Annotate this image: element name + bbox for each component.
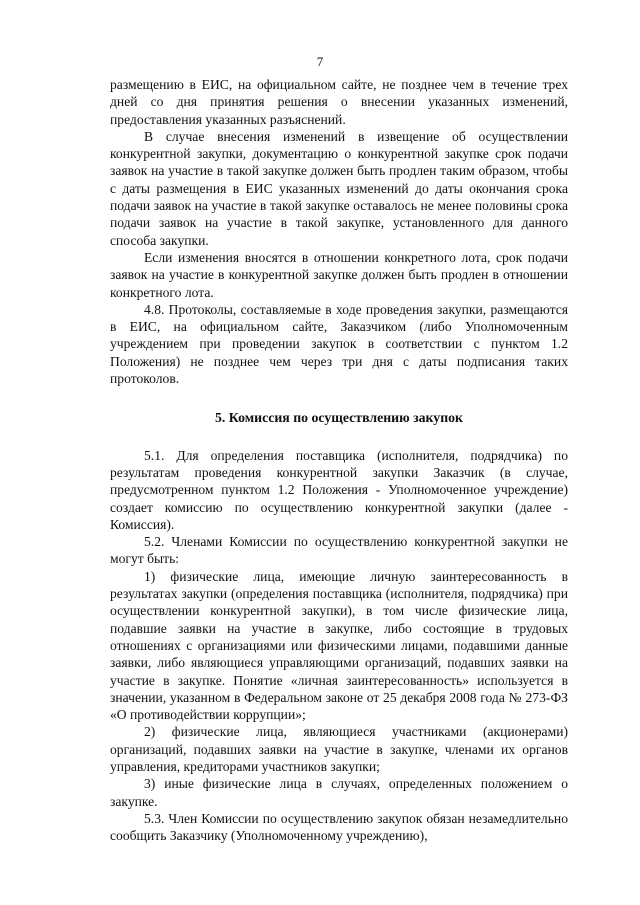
paragraph-lot-changes: Если изменения вносятся в отношении конкретного лота, срок подачи заявок на участие в конкурентной закупке должен быть продлен в отношении конкретного лота. <box>110 249 568 300</box>
paragraph-5-1: 5.1. Для определения поставщика (исполнителя, подрядчика) по результатам проведения конкурентной закупки Заказчик (в случае, предусмотренном пунктом 1.2 Положения - Уполномоченное учреждение) создает комиссию по осуществлению конкурентной закупки (далее - Комиссия). <box>110 447 568 532</box>
paragraph-5-3: 5.3. Член Комиссии по осуществлению закупок обязан незамедлительно сообщить Заказчику (Уполномоченному учреждению), <box>110 810 568 844</box>
paragraph-deadline-extension: В случае внесения изменений в извещение об осуществлении конкурентной закупки, документацию о конкурентной закупке срок подачи заявок на участие в такой закупке должен быть продлен таким образом, чтобы с даты размещения в ЕИС указанных изменений до даты окончания срока подачи заявок на участие в такой закупке оставалось не менее половины срока подачи заявок на участие в такой закупке, установленного для данного способа закупки. <box>110 128 568 248</box>
page-number: 7 <box>316 54 324 69</box>
paragraph-5-2: 5.2. Членами Комиссии по осуществлению конкурентной закупки не могут быть: <box>110 534 568 567</box>
list-item-2: 2) физические лица, являющиеся участниками (акционерами) организаций, подавших заявки на участие в закупке, членами их органов управления, кредиторами участников закупки; <box>110 724 568 774</box>
section-heading: 5. Комиссия по осуществлению закупок <box>215 410 463 426</box>
paragraph-continuation: размещению в ЕИС, на официальном сайте, не позднее чем в течение трех дней со дня принятия решения о внесении указанных изменений, предоставления указанных разъяснений. <box>110 77 568 127</box>
paragraph-4-8: 4.8. Протоколы, составляемые в ходе проведения закупки, размещаются в ЕИС, на официальном сайте, Заказчиком (либо Уполномоченным учреждением при проведении закупок в соответствии с пунктом 1.2 Положения) не позднее чем через три дня с даты подписания таких протоколов. <box>110 301 568 387</box>
list-item-1: 1) физические лица, имеющие личную заинтересованность в результатах закупки (определения поставщика (исполнителя, подрядчика) при осуществлении конкурентной закупки), в том числе физические лица, подавшие заявки на участие в закупке, либо состоящие в трудовых отношениях с организациями или физическими лицами, подавшими данные заявки, либо являющиеся управляющими организаций, подавших заявки на участие в закупке. Понятие «личная заинтересованность» используется в значении, указанном в Федеральном законе от 25 декабря 2008 года № 273-ФЗ «О противодействии коррупции»; <box>110 568 568 723</box>
list-item-3: 3) иные физические лица в случаях, определенных положением о закупке. <box>110 776 568 809</box>
document-body <box>110 76 568 844</box>
